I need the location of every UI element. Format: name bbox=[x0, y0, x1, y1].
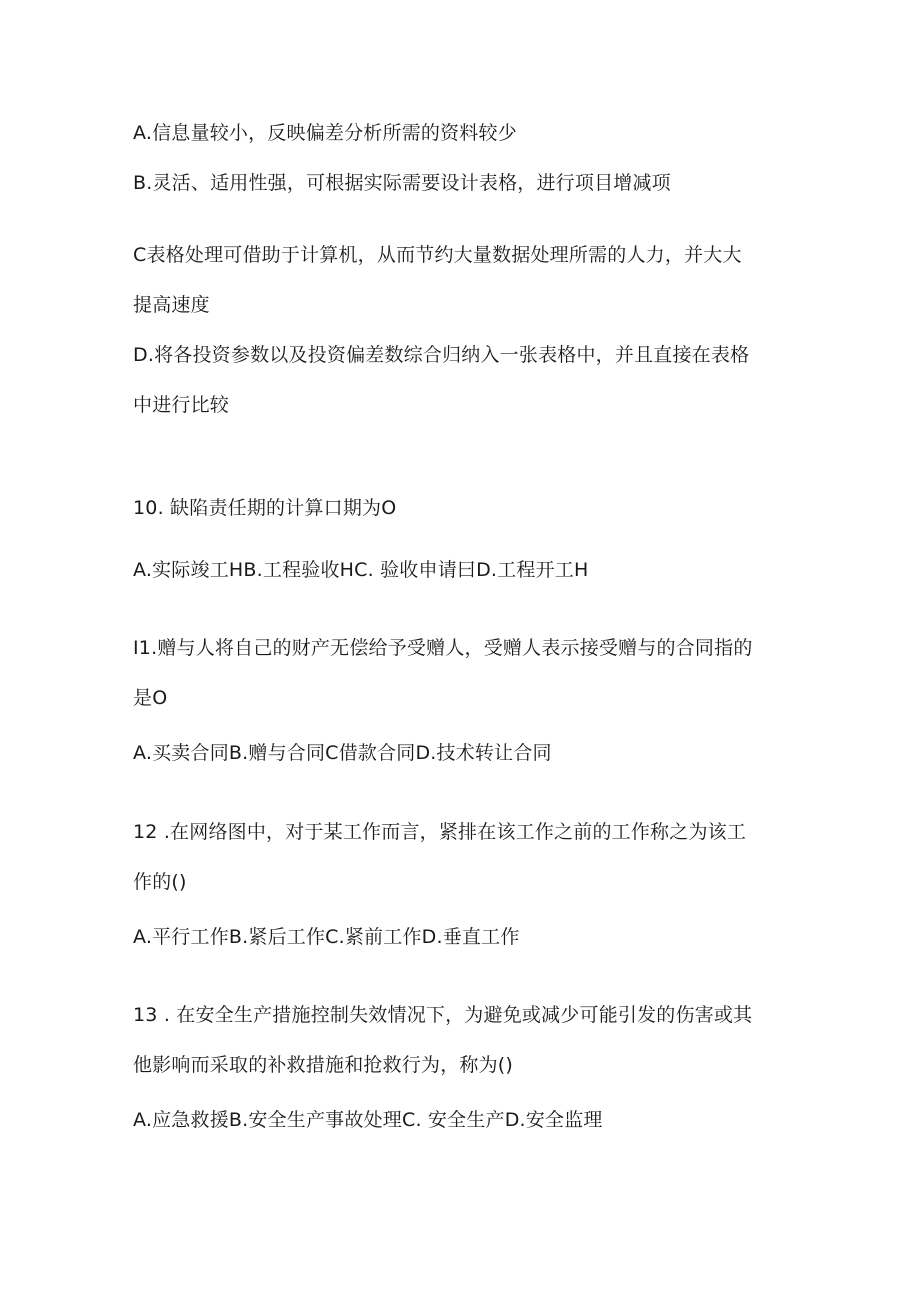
question-11-line2: 是O bbox=[133, 687, 168, 709]
option-b-q9: B.灵活、适用性强，可根据实际需要设计表格，进行项目增减项 bbox=[133, 172, 671, 194]
question-10-options: A.实际竣工HB.工程验收HC. 验收申请曰D.工程开工H bbox=[133, 559, 589, 581]
option-c-q9-line2: 提高速度 bbox=[133, 294, 210, 316]
option-a-q9: A.信息量较小，反映偏差分析所需的资料较少 bbox=[133, 122, 517, 144]
question-13-options: A.应急救援B.安全生产事故处理C. 安全生产D.安全监理 bbox=[133, 1109, 603, 1131]
question-13-line1: 13 . 在安全生产措施控制失效情况下，为避免或减少可能引发的伤害或其 bbox=[133, 1004, 753, 1026]
option-d-q9-line1: D.将各投资参数以及投资偏差数综合归纳入一张表格中，并且直接在表格 bbox=[133, 344, 750, 366]
question-11-line1: I1.赠与人将自己的财产无偿给予受赠人，受赠人表示接受赠与的合同指的 bbox=[133, 637, 753, 659]
question-10: 10. 缺陷责任期的计算口期为O bbox=[133, 497, 397, 519]
question-13-line2: 他影响而采取的补救措施和抢救行为，称为() bbox=[133, 1054, 514, 1076]
question-12-line2: 作的() bbox=[133, 871, 187, 893]
question-11-options: A.买卖合同B.赠与合同C借款合同D.技术转让合同 bbox=[133, 742, 552, 764]
question-12-options: A.平行工作B.紧后工作C.紧前工作D.垂直工作 bbox=[133, 926, 520, 948]
option-c-q9-line1: C表格处理可借助于计算机，从而节约大量数据处理所需的人力，并大大 bbox=[133, 244, 742, 266]
question-12-line1: 12 .在网络图中，对于某工作而言，紧排在该工作之前的工作称之为该工 bbox=[133, 821, 747, 843]
option-d-q9-line2: 中进行比较 bbox=[133, 394, 230, 416]
